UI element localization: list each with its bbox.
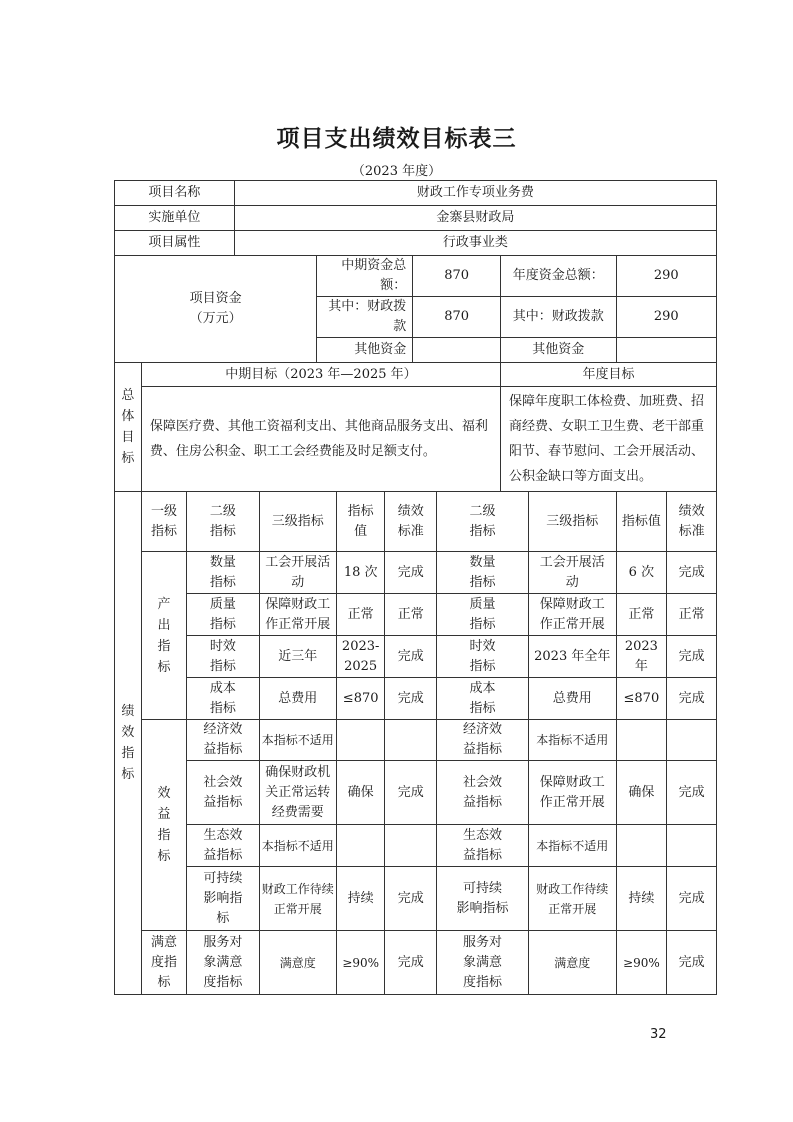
year-other-value: [616, 338, 716, 363]
header-level3: 三级指标: [259, 492, 336, 552]
row-standard: 完成: [385, 931, 437, 995]
unit-label: 实施单位: [115, 206, 235, 231]
attribute-label: 项目属性: [115, 231, 235, 256]
row-value-year: 正常: [616, 594, 667, 636]
satisfaction-indicators-label: 满意 度指 标: [141, 931, 186, 995]
row-value: 确保: [336, 761, 385, 825]
row-value-year: 6 次: [616, 552, 667, 594]
project-name-value: 财政工作专项业务费: [234, 181, 716, 206]
row-l3-year: 本指标不适用: [528, 825, 616, 867]
overall-goals-label: 总 体 目 标: [115, 363, 142, 492]
row-l2-year: 成本 指标: [437, 678, 529, 720]
mid-other-label: 其他资金: [317, 338, 413, 363]
row-l3: 总费用: [259, 678, 336, 720]
row-standard: 完成: [385, 867, 437, 931]
row-l2-year: 质量 指标: [437, 594, 529, 636]
row-l2: 经济效 益指标: [187, 720, 259, 761]
row-standard-year: [667, 720, 717, 761]
header-level1: 一级 指标: [141, 492, 186, 552]
row-l2-year: 生态效 益指标: [437, 825, 529, 867]
row-l2: 质量 指标: [187, 594, 259, 636]
unit-value: 金寨县财政局: [234, 206, 716, 231]
mid-fin-value: 870: [413, 297, 501, 338]
year-goal-text: 保障年度职工体检费、加班费、招商经费、女职工卫生费、老干部重阳节、春节慰问、工会开展活动、公积金缺口等方面支出。: [501, 387, 717, 492]
row-l3: 财政工作待续 正常开展: [259, 867, 336, 931]
row-l3-year: 2023 年全年: [528, 636, 616, 678]
row-l3: 确保财政机 关正常运转 经费需要: [259, 761, 336, 825]
mid-other-value: [413, 338, 501, 363]
attribute-value: 行政事业类: [234, 231, 716, 256]
row-l2: 社会效 益指标: [187, 761, 259, 825]
year-other-label: 其他资金: [501, 338, 617, 363]
page-number: 32: [650, 1027, 667, 1042]
mid-goal-text: 保障医疗费、其他工资福利支出、其他商品服务支出、福利费、住房公积金、职工工会经费能及时足额支付。: [141, 387, 500, 492]
header-standard: 绩效 标准: [385, 492, 437, 552]
row-value: 正常: [336, 594, 385, 636]
row-l3-year: 财政工作待续 正常开展: [528, 867, 616, 931]
row-l3: 本指标不适用: [259, 825, 336, 867]
row-standard: 完成: [385, 678, 437, 720]
row-l2-year: 经济效 益指标: [437, 720, 529, 761]
project-name-label: 项目名称: [115, 181, 235, 206]
mid-total-label: 中期资金总额：: [317, 256, 413, 297]
row-l2-year: 数量 指标: [437, 552, 529, 594]
row-l2-year: 社会效 益指标: [437, 761, 529, 825]
header-value-year: 指标值: [616, 492, 667, 552]
benefit-indicators-label: 效 益 指 标: [141, 720, 186, 931]
year-fin-label: 其中：财政拨款: [501, 297, 617, 338]
row-value: ≥90%: [336, 931, 385, 995]
row-value-year: 持续: [616, 867, 667, 931]
row-standard-year: 完成: [667, 931, 717, 995]
row-standard-year: 完成: [667, 761, 717, 825]
row-l3-year: 本指标不适用: [528, 720, 616, 761]
row-l3: 工会开展活 动: [259, 552, 336, 594]
funds-label: 项目资金 （万元）: [115, 256, 317, 363]
row-l3-year: 保障财政工 作正常开展: [528, 761, 616, 825]
row-standard-year: 正常: [667, 594, 717, 636]
header-standard-year: 绩效 标准: [667, 492, 717, 552]
row-l2: 数量 指标: [187, 552, 259, 594]
row-l2-year: 可持续 影响指标: [437, 867, 529, 931]
row-value-year: [616, 720, 667, 761]
mid-goal-header: 中期目标（2023 年—2025 年）: [141, 363, 500, 387]
row-l3-year: 满意度: [528, 931, 616, 995]
row-standard: 完成: [385, 552, 437, 594]
row-l2: 可持续 影响指 标: [187, 867, 259, 931]
header-value: 指标 值: [336, 492, 385, 552]
row-l2-year: 时效 指标: [437, 636, 529, 678]
row-standard: [385, 720, 437, 761]
row-standard: 完成: [385, 636, 437, 678]
year-fin-value: 290: [616, 297, 716, 338]
row-l3: 本指标不适用: [259, 720, 336, 761]
header-level2: 二级 指标: [187, 492, 259, 552]
row-standard-year: 完成: [667, 636, 717, 678]
row-l2: 时效 指标: [187, 636, 259, 678]
year-total-value: 290: [616, 256, 716, 297]
row-standard-year: [667, 825, 717, 867]
row-value-year: ≤870: [616, 678, 667, 720]
page-title: 项目支出绩效目标表三: [276, 126, 517, 152]
row-value: [336, 720, 385, 761]
header-level2-year: 二级 指标: [437, 492, 529, 552]
year-goal-header: 年度目标: [501, 363, 717, 387]
row-value: 18 次: [336, 552, 385, 594]
row-value: 持续: [336, 867, 385, 931]
header-level3-year: 三级指标: [528, 492, 616, 552]
row-value: [336, 825, 385, 867]
row-value-year: [616, 825, 667, 867]
row-l3: 满意度: [259, 931, 336, 995]
row-l3-year: 保障财政工 作正常开展: [528, 594, 616, 636]
mid-fin-label: 其中：财政拨款: [317, 297, 413, 338]
row-value: ≤870: [336, 678, 385, 720]
row-standard-year: 完成: [667, 678, 717, 720]
row-l3: 保障财政工 作正常开展: [259, 594, 336, 636]
mid-total-value: 870: [413, 256, 501, 297]
row-l3-year: 总费用: [528, 678, 616, 720]
year-total-label: 年度资金总额：: [501, 256, 617, 297]
output-indicators-label: 产 出 指 标: [141, 552, 186, 720]
row-standard-year: 完成: [667, 552, 717, 594]
row-l3-year: 工会开展活 动: [528, 552, 616, 594]
row-standard: 正常: [385, 594, 437, 636]
row-value-year: 2023 年: [616, 636, 667, 678]
row-value-year: ≥90%: [616, 931, 667, 995]
year-subtitle: （2023 年度）: [351, 164, 442, 179]
row-l2-year: 服务对 象满意 度指标: [437, 931, 529, 995]
perf-indicators-label: 绩 效 指 标: [115, 492, 142, 995]
row-l2: 服务对 象满意 度指标: [187, 931, 259, 995]
row-standard: 完成: [385, 761, 437, 825]
row-value: 2023- 2025: [336, 636, 385, 678]
row-l2: 生态效 益指标: [187, 825, 259, 867]
row-standard-year: 完成: [667, 867, 717, 931]
row-l2: 成本 指标: [187, 678, 259, 720]
row-l3: 近三年: [259, 636, 336, 678]
row-value-year: 确保: [616, 761, 667, 825]
row-standard: [385, 825, 437, 867]
performance-table: [114, 180, 717, 995]
